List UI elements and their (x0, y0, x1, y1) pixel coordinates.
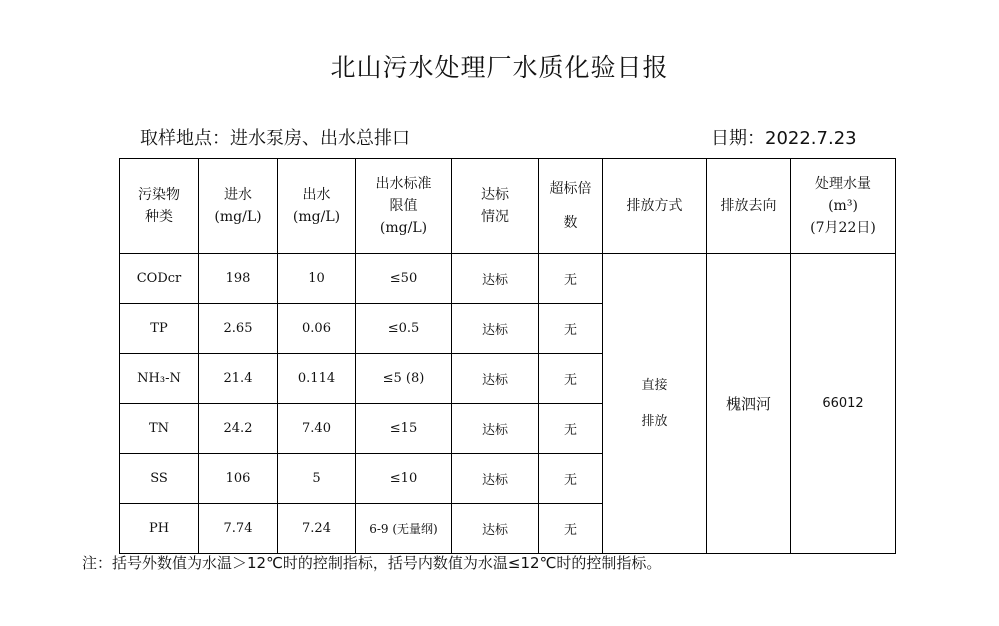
influent-cell: 24.2 (199, 404, 278, 454)
limit-cell: ≤0.5 (356, 304, 452, 354)
exceed-cell: 无 (539, 354, 603, 404)
header-pollutant: 污染物 种类 (120, 159, 199, 254)
header-limit: 出水标准 限值 (mg/L) (356, 159, 452, 254)
discharge-method-cell: 直接 排放 (603, 254, 707, 554)
status-cell: 达标 (452, 454, 539, 504)
table-row (120, 254, 896, 304)
limit-cell: 6-9 (无量纲) (356, 504, 452, 554)
effluent-cell: 0.114 (278, 354, 356, 404)
exceed-cell: 无 (539, 254, 603, 304)
limit-cell: ≤5 (8) (356, 354, 452, 404)
influent-cell: 7.74 (199, 504, 278, 554)
discharge-destination-cell: 槐泗河 (707, 254, 791, 554)
status-cell: 达标 (452, 504, 539, 554)
header-effluent: 出水 (mg/L) (278, 159, 356, 254)
status-cell: 达标 (452, 354, 539, 404)
header-row (120, 159, 896, 254)
pollutant-cell: TN (120, 404, 199, 454)
influent-cell: 2.65 (199, 304, 278, 354)
header-volume: 处理水量 (m³) (7月22日) (791, 159, 896, 254)
effluent-cell: 0.06 (278, 304, 356, 354)
status-cell: 达标 (452, 404, 539, 454)
report-title: 北山污水处理厂水质化验日报 (330, 53, 669, 82)
limit-cell: ≤50 (356, 254, 452, 304)
influent-cell: 21.4 (199, 354, 278, 404)
pollutant-cell: TP (120, 304, 199, 354)
header-exceed: 超标倍 数 (539, 159, 603, 254)
pollutant-cell: SS (120, 454, 199, 504)
header-discharge-method: 排放方式 (603, 159, 707, 254)
influent-cell: 198 (199, 254, 278, 304)
pollutant-cell: PH (120, 504, 199, 554)
exceed-cell: 无 (539, 504, 603, 554)
status-cell: 达标 (452, 304, 539, 354)
exceed-cell: 无 (539, 454, 603, 504)
effluent-cell: 7.40 (278, 404, 356, 454)
limit-cell: ≤15 (356, 404, 452, 454)
limit-cell: ≤10 (356, 454, 452, 504)
effluent-cell: 5 (278, 454, 356, 504)
footnote: 注：括号外数值为水温＞12℃时的控制指标，括号内数值为水温≤12℃时的控制指标。 (82, 554, 662, 572)
header-influent: 进水 (mg/L) (199, 159, 278, 254)
effluent-cell: 7.24 (278, 504, 356, 554)
pollutant-cell: NH₃-N (120, 354, 199, 404)
influent-cell: 106 (199, 454, 278, 504)
report-date: 日期：2022.7.23 (711, 128, 857, 149)
exceed-cell: 无 (539, 304, 603, 354)
pollutant-cell: CODcr (120, 254, 199, 304)
exceed-cell: 无 (539, 404, 603, 454)
sampling-location: 取样地点：进水泵房、出水总排口 (140, 128, 410, 149)
water-quality-table (119, 158, 896, 554)
effluent-cell: 10 (278, 254, 356, 304)
header-discharge-destination: 排放去向 (707, 159, 791, 254)
header-compliance: 达标 情况 (452, 159, 539, 254)
status-cell: 达标 (452, 254, 539, 304)
volume-cell: 66012 (791, 254, 896, 554)
